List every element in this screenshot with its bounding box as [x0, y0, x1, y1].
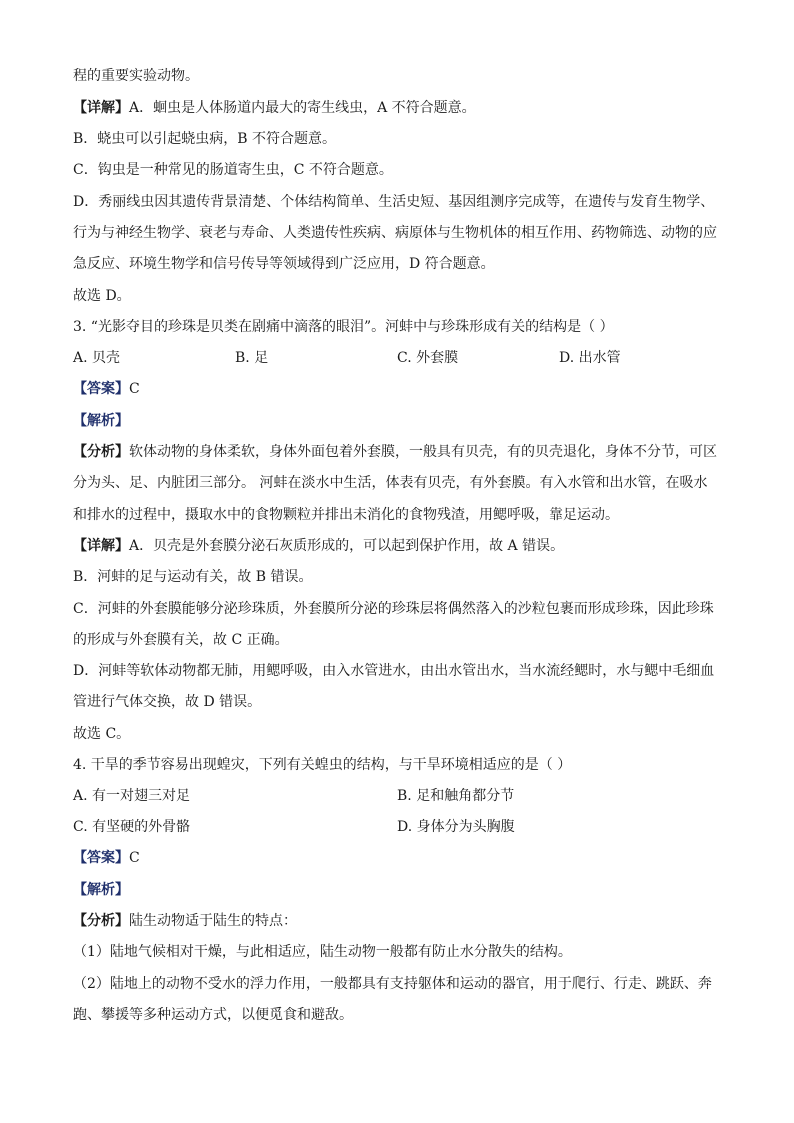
text-line: [73, 536, 564, 556]
option-a: A. 有一对翅三对足: [73, 788, 191, 804]
question-3-stem: 3. “光影夺目的珍珠是贝类在剧痛中滴落的眼泪”。河蚌中与珍珠形成有关的结构是（ ）: [73, 319, 614, 335]
option-c: C. 外套膜: [397, 350, 459, 366]
text-line: 管进行气体交换，故 D 错误。: [73, 694, 262, 710]
text-line: [73, 442, 717, 462]
text-line: [73, 911, 297, 931]
analysis-label: 【解析】: [73, 413, 129, 429]
text-line: B．河蚌的足与运动有关，故 B 错误。: [73, 569, 313, 585]
text-line: C．河蚌的外套膜能够分泌珍珠质，外套膜所分泌的珍珠层将偶然落入的沙粒包裹而形成珍珠，因此珍珠: [73, 601, 714, 617]
answer-line: [73, 848, 140, 868]
detail-tag: 【详解】: [73, 538, 129, 554]
text-line: 程的重要实验动物。: [73, 68, 199, 84]
text-line: C．钩虫是一种常见的肠道寄生虫，C 不符合题意。: [73, 162, 393, 178]
text-line: 行为与神经生物学、衰老与寿命、人类遗传性疾病、病原体与生物机体的相互作用、药物筛选、动物的应: [73, 225, 717, 241]
detail-text: A．贝壳是外套膜分泌石灰质形成的，可以起到保护作用，故 A 错误。: [129, 538, 565, 554]
option-c: C. 有坚硬的外骨骼: [73, 819, 191, 835]
answer-tag: 【答案】: [73, 850, 129, 866]
fenxi-tag: 【分析】: [73, 913, 129, 929]
text-line: （2）陆地上的动物不受水的浮力作用，一般都具有支持躯体和运动的器官，用于爬行、行走、跳跃、奔: [73, 976, 712, 992]
conclusion-line: 故选 D。: [73, 288, 131, 304]
text-line: D．河蚌等软体动物都无肺，用鳃呼吸，由入水管进水，由出水管出水，当水流经鳃时，水与鳃中毛细血: [73, 663, 715, 679]
answer-value: C: [129, 381, 140, 397]
text-line: B．蛲虫可以引起蛲虫病，B 不符合题意。: [73, 131, 337, 147]
text-line: 急反应、环境生物学和信号传导等领域得到广泛应用，D 符合题意。: [73, 256, 495, 272]
conclusion-line: 故选 C。: [73, 726, 131, 742]
analysis-tag: [73, 880, 129, 900]
text-line: [73, 98, 476, 118]
analysis-tag: [73, 411, 129, 431]
option-a: A. 贝壳: [73, 350, 121, 366]
option-b: B. 足: [235, 350, 269, 366]
option-d: D. 身体分为头胸腹: [397, 819, 515, 835]
text-line: 分为头、足、内脏团三部分。 河蚌在淡水中生活，体表有贝壳，有外套膜。有入水管和出水管，在吸水: [73, 475, 708, 491]
option-b: B. 足和触角都分节: [397, 788, 515, 804]
detail-text: A．蛔虫是人体肠道内最大的寄生线虫，A 不符合题意。: [129, 100, 476, 116]
text-line: （1）陆地气候相对干燥，与此相适应，陆生动物一般都有防止水分散失的结构。: [73, 944, 572, 960]
answer-value: C: [129, 850, 140, 866]
text-line: 的形成与外套膜有关，故 C 正确。: [73, 632, 289, 648]
fenxi-tag: 【分析】: [73, 444, 129, 460]
fenxi-text: 陆生动物适于陆生的特点：: [129, 913, 297, 929]
question-4-stem: 4. 干旱的季节容易出现蝗灾，下列有关蝗虫的结构，与干旱环境相适应的是（ ）: [73, 757, 572, 773]
option-d: D. 出水管: [559, 350, 621, 366]
answer-line: [73, 379, 140, 399]
detail-tag: 【详解】: [73, 100, 129, 116]
analysis-label: 【解析】: [73, 882, 129, 898]
text-line: D．秀丽线虫因其遗传背景清楚、个体结构简单、生活史短、基因组测序完成等，在遗传与发育生物学、: [73, 194, 715, 210]
text-line: 跑、攀援等多种运动方式，以便觅食和避敌。: [73, 1007, 353, 1023]
answer-tag: 【答案】: [73, 381, 129, 397]
text-line: 和排水的过程中，摄取水中的食物颗粒并排出未消化的食物残渣，用鳃呼吸，靠足运动。: [73, 507, 619, 523]
fenxi-text: 软体动物的身体柔软，身体外面包着外套膜，一般具有贝壳，有的贝壳退化，身体不分节，可区: [129, 444, 717, 460]
